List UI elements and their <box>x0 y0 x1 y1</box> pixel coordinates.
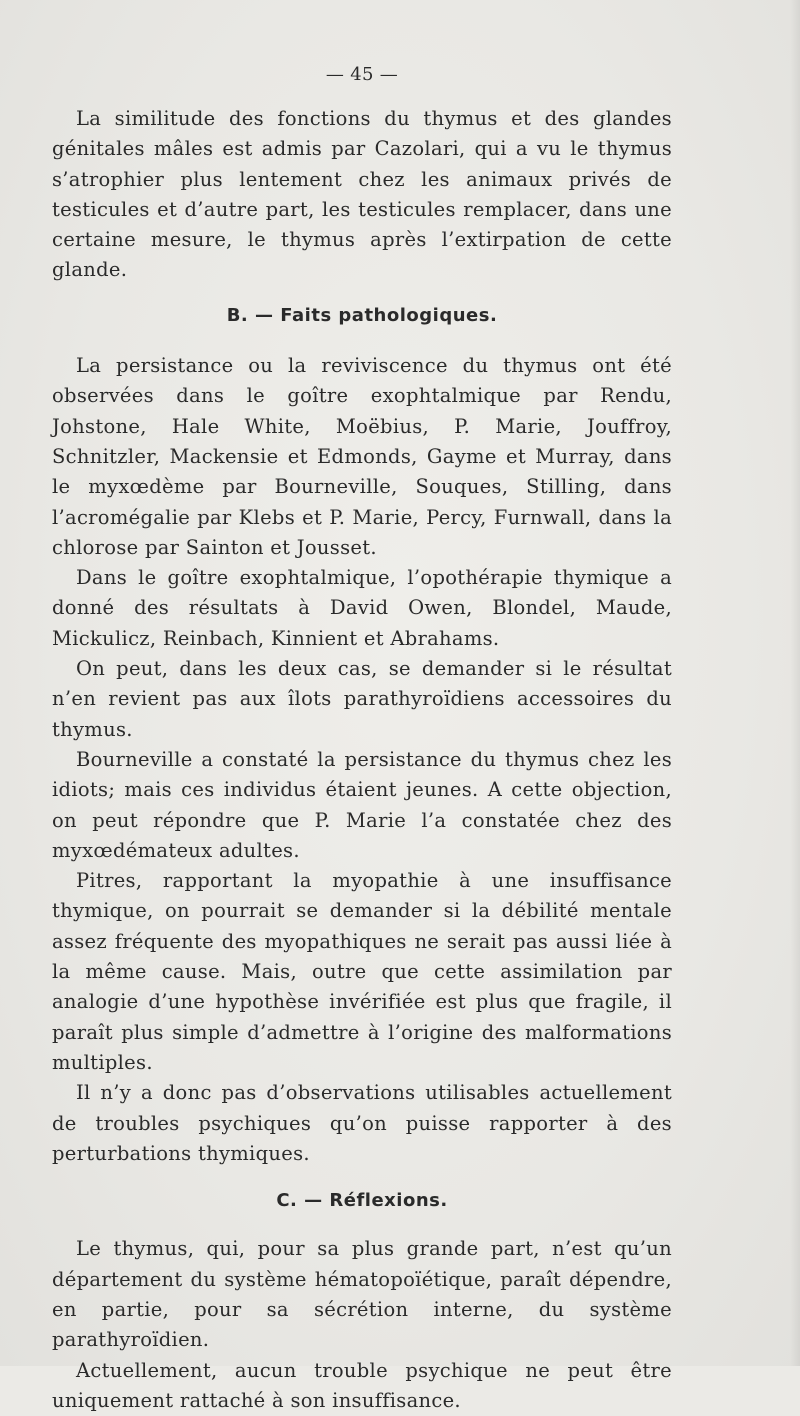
text-block <box>52 60 672 1416</box>
section-b-paragraph: La persistance ou la reviviscence du thymus ont été observées dans le goître exophtalmique par Rendu, Johstone, Hale White, Moëbius, P. Marie, Jouffroy, Schnitzler, Mackensie et Edmonds, Gayme et Murray, dans le myxœdème par Bourneville, Souques, Stilling, dans l’acromégalie par Klebs et P. Marie, Percy, Furnwall, dans la chlorose par Sainton et Jousset. <box>52 354 672 559</box>
section-b-heading: B. — Faits pathologiques. <box>226 304 498 326</box>
section-b-paragraph: Pitres, rapportant la myopathie à une insuffisance thymique, on pourrait se demander si la débilité mentale assez fréquente des myopathiques ne serait pas aussi liée à la même cause. Mais, outre que cette assimilation par analogie d’une hypothèse invérifiée est plus que fragile, il paraît plus simple d’admettre à l’origine des malformations multiples. <box>52 869 672 1074</box>
section-b-paragraph: Dans le goître exophtalmique, l’opothérapie thymique a donné des résultats à David Owen, Blondel, Maude, Mickulicz, Reinbach, Kinnient et Abrahams. <box>52 566 672 650</box>
page-number: — 45 — <box>325 64 399 85</box>
intro-paragraph: La similitude des fonctions du thymus et des glandes génitales mâles est admis par Cazolari, qui a vu le thymus s’atrophier plus lentement chez les animaux privés de testicules et d’autre part, les testicules remplacer, dans une certaine mesure, le thymus après l’extirpation de cette glande. <box>52 107 672 282</box>
section-c-heading: C. — Réflexions. <box>276 1190 448 1212</box>
section-c-paragraph: Le thymus, qui, pour sa plus grande part, n’est qu’un département du système hématopoïétique, paraît dépendre, en partie, pour sa sécrétion interne, du système parathyroïdien. <box>52 1237 672 1352</box>
section-b-paragraph: Bourneville a constaté la persistance du thymus chez les idiots; mais ces individus étaient jeunes. A cette objection, on peut répondre que P. Marie l’a constatée chez des myxœdémateux adultes. <box>52 747 672 862</box>
section-b-paragraph: On peut, dans les deux cas, se demander si le résultat n’en revient pas aux îlots parathyroïdiens accessoires du thymus. <box>52 657 672 741</box>
section-c-paragraph: Actuellement, aucun trouble psychique ne peut être uniquement rattaché à son insuffisance. <box>52 1358 672 1412</box>
section-b-paragraph: Il n’y a donc pas d’observations utilisables actuellement de troubles psychiques qu’on puisse rapporter à des perturbations thymiques. <box>52 1081 672 1165</box>
page-edge-shadow <box>790 0 800 1366</box>
